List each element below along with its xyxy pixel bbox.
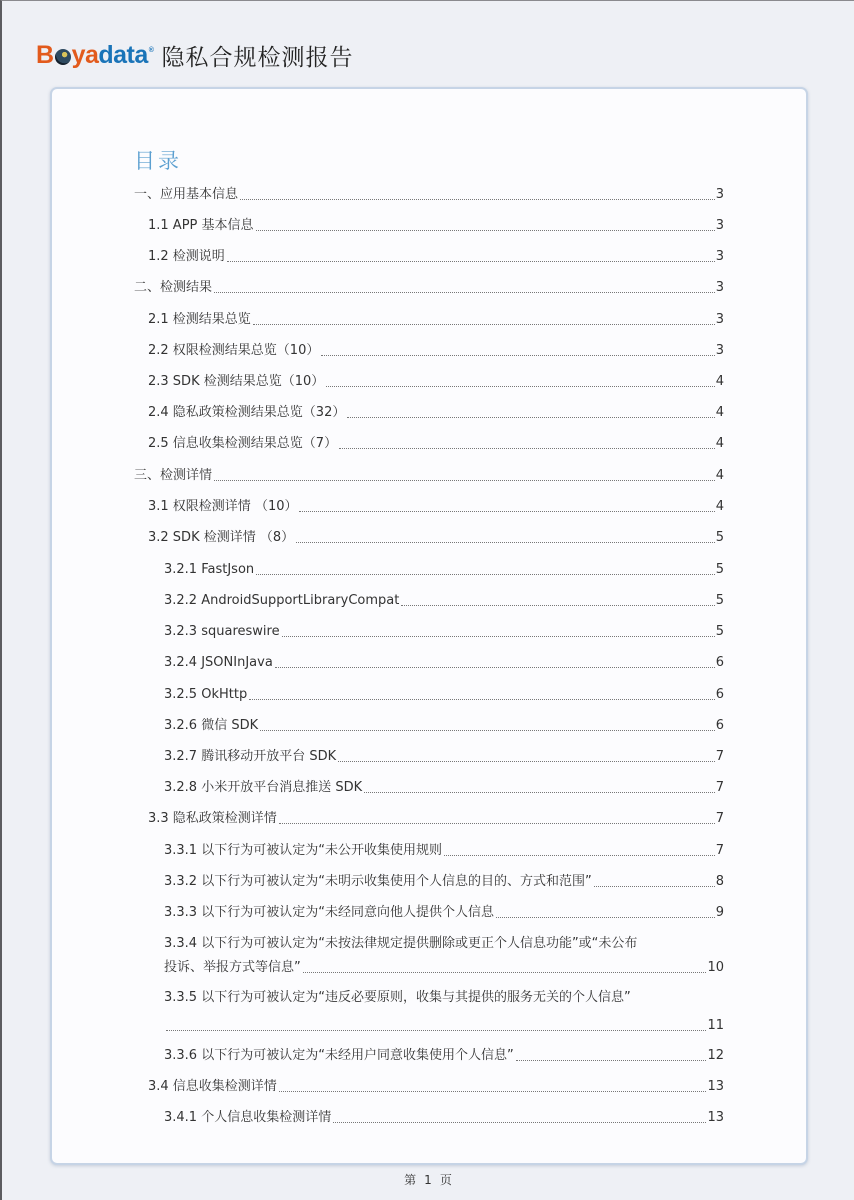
toc-entry[interactable] (148, 497, 724, 517)
toc-entry[interactable] (148, 341, 724, 361)
dotted-leader (364, 791, 715, 793)
toc-entry-page: 4 (715, 499, 724, 514)
toc-entry-label: 三、检测详情 (134, 468, 213, 483)
dotted-leader (321, 354, 714, 356)
toc-entry[interactable] (134, 466, 724, 486)
toc-entry-page: 3 (715, 187, 724, 202)
toc-entry-label: 1.1 APP 基本信息 (148, 218, 254, 233)
toc-entry-label: 3.3.5 以下行为可被认定为“违反必要原则，收集与其提供的服务无关的个人信息” (164, 990, 631, 1005)
logo-letters-ya: ya (71, 40, 99, 69)
dotted-leader (338, 760, 715, 762)
toc-entry[interactable] (164, 778, 724, 798)
toc-entry[interactable] (134, 278, 724, 298)
logo-letters-data: data (98, 40, 148, 69)
toc-entry-label: 3.4.1 个人信息收集检测详情 (164, 1110, 332, 1125)
toc-entry[interactable] (164, 1046, 724, 1066)
toc-entry-label: 3.3 隐私政策检测详情 (148, 811, 277, 826)
toc-entry-page: 4 (715, 405, 724, 420)
toc-entry[interactable] (148, 1077, 724, 1097)
toc-entry-label: 3.2.5 OkHttp (164, 687, 248, 702)
toc-entry-label: 3.2.1 FastJson (164, 562, 255, 577)
dotted-leader (214, 291, 715, 293)
toc-entry-page: 5 (715, 593, 724, 608)
dotted-leader (347, 416, 714, 418)
boyadata-logo (36, 41, 153, 70)
dotted-leader (299, 510, 714, 512)
toc-entry-page: 12 (707, 1048, 724, 1063)
toc-entry[interactable] (134, 185, 724, 205)
toc-entry-label: 3.2.4 JSONInJava (164, 655, 273, 670)
globe-icon (55, 49, 71, 65)
dotted-leader (240, 198, 715, 200)
toc-entry[interactable] (164, 1108, 724, 1128)
toc-entry-label: 3.3.1 以下行为可被认定为“未公开收集使用规则 (164, 843, 442, 858)
toc-entry-label: 3.2.6 微信 SDK (164, 718, 259, 733)
dotted-leader (279, 1090, 707, 1092)
toc-entry-label: 3.1 权限检测详情 （10） (148, 499, 298, 514)
dotted-leader (282, 635, 715, 637)
toc-entry-label: 3.2.8 小米开放平台消息推送 SDK (164, 780, 363, 795)
toc-entry-label: 3.4 信息收集检测详情 (148, 1079, 277, 1094)
dotted-leader (496, 916, 715, 918)
dotted-leader (401, 604, 714, 606)
report-title: 隐私合规检测报告 (161, 44, 354, 71)
toc-entry[interactable] (164, 685, 724, 705)
toc-entry[interactable] (164, 934, 724, 978)
toc-entry[interactable] (164, 560, 724, 580)
toc-entry-page: 6 (715, 718, 724, 733)
toc-entry[interactable] (164, 872, 724, 892)
dotted-leader (253, 323, 715, 325)
toc-entry-continuation (164, 1016, 724, 1036)
toc-entry-label: 3.2.7 腾讯移动开放平台 SDK (164, 749, 337, 764)
toc-entry[interactable] (148, 310, 724, 330)
toc-entry-page: 7 (715, 811, 724, 826)
dotted-leader (333, 1121, 706, 1123)
toc-entry-page: 5 (715, 530, 724, 545)
toc-entry-page: 7 (715, 780, 724, 795)
toc-entry-label: 3.2.2 AndroidSupportLibraryCompat (164, 593, 400, 608)
toc-entry-label: 2.4 隐私政策检测结果总览（32） (148, 405, 346, 420)
toc-entry[interactable] (148, 528, 724, 548)
dotted-leader (166, 1029, 706, 1031)
dotted-leader (594, 885, 715, 887)
toc-entry[interactable] (148, 372, 724, 392)
toc-entry-page: 11 (707, 1018, 724, 1033)
footer-prefix: 第 (404, 1173, 419, 1187)
toc-entry[interactable] (148, 809, 724, 829)
toc-entry-label: 1.2 检测说明 (148, 249, 225, 264)
toc-entry-label: 3.3.3 以下行为可被认定为“未经同意向他人提供个人信息 (164, 905, 494, 920)
document-page (50, 87, 808, 1165)
registered-mark: ® (148, 46, 154, 54)
toc-entry-page: 4 (715, 468, 724, 483)
toc-entry-label: 3.3.2 以下行为可被认定为“未明示收集使用个人信息的目的、方式和范围” (164, 874, 592, 889)
toc-entry-page: 4 (715, 374, 724, 389)
toc-entry-page: 13 (707, 1079, 724, 1094)
dotted-leader (326, 385, 714, 387)
toc-entry-page: 6 (715, 687, 724, 702)
dotted-leader (256, 229, 715, 231)
toc-entry[interactable] (148, 216, 724, 236)
toc-entry-page: 9 (715, 905, 724, 920)
dotted-leader (227, 260, 715, 262)
footer-suffix: 页 (439, 1173, 454, 1187)
toc-entry-label: 2.5 信息收集检测结果总览（7） (148, 436, 338, 451)
dotted-leader (516, 1059, 707, 1061)
toc-entry-page: 10 (707, 960, 724, 975)
toc-entry[interactable] (164, 622, 724, 642)
toc-entry-page: 6 (715, 655, 724, 670)
dotted-leader (260, 729, 715, 731)
toc-entry-page: 3 (715, 280, 724, 295)
toc-entry-page: 3 (715, 343, 724, 358)
toc-entry-label: 3.3.6 以下行为可被认定为“未经用户同意收集使用个人信息” (164, 1048, 514, 1063)
toc-entry[interactable] (164, 747, 724, 767)
report-header (36, 37, 353, 73)
toc-title: 目录 (134, 149, 182, 173)
toc-entry-label: 2.2 权限检测结果总览（10） (148, 343, 320, 358)
toc-entry[interactable] (164, 716, 724, 736)
toc-entry-page: 5 (715, 624, 724, 639)
page-footer (2, 1171, 854, 1188)
toc-entry-page: 5 (715, 562, 724, 577)
toc-entry-page: 13 (707, 1110, 724, 1125)
toc-entry[interactable] (164, 591, 724, 611)
toc-entry[interactable] (148, 403, 724, 423)
dotted-leader (256, 573, 715, 575)
toc-entry-label: 二、检测结果 (134, 280, 213, 295)
logo-letter-b: B (36, 40, 54, 69)
dotted-leader (339, 447, 715, 449)
toc-entry[interactable] (148, 434, 724, 454)
toc-entry-label: 一、应用基本信息 (134, 187, 239, 202)
toc-entry[interactable] (164, 653, 724, 673)
toc-entry[interactable] (164, 903, 724, 923)
toc-entry-page: 3 (715, 249, 724, 264)
toc-entry-page: 7 (715, 749, 724, 764)
dotted-leader (444, 854, 715, 856)
toc-entry-label: 2.3 SDK 检测结果总览（10） (148, 374, 325, 389)
toc-entry[interactable] (164, 988, 724, 1036)
toc-entry-label: 3.3.4 以下行为可被认定为“未按法律规定提供删除或更正个人信息功能”或“未公布 (164, 936, 638, 951)
toc-entry-page: 3 (715, 312, 724, 327)
toc-entry-label-continued: 投诉、举报方式等信息” (164, 960, 301, 975)
toc-entry-label: 2.1 检测结果总览 (148, 312, 251, 327)
dotted-leader (303, 971, 707, 973)
dotted-leader (214, 479, 715, 481)
toc-entry[interactable] (164, 841, 724, 861)
toc-entry[interactable] (148, 247, 724, 267)
dotted-leader (275, 666, 715, 668)
dotted-leader (279, 822, 715, 824)
dotted-leader (249, 698, 715, 700)
toc-entry-page: 8 (715, 874, 724, 889)
toc-entry-continuation (164, 958, 724, 978)
toc-entry-label: 3.2.3 squareswire (164, 624, 280, 639)
dotted-leader (296, 541, 715, 543)
toc-entry-page: 4 (715, 436, 724, 451)
toc-entry-page: 7 (715, 843, 724, 858)
footer-page-number: 1 (424, 1173, 434, 1187)
toc-entry-page: 3 (715, 218, 724, 233)
toc-entry-label: 3.2 SDK 检测详情 （8） (148, 530, 295, 545)
